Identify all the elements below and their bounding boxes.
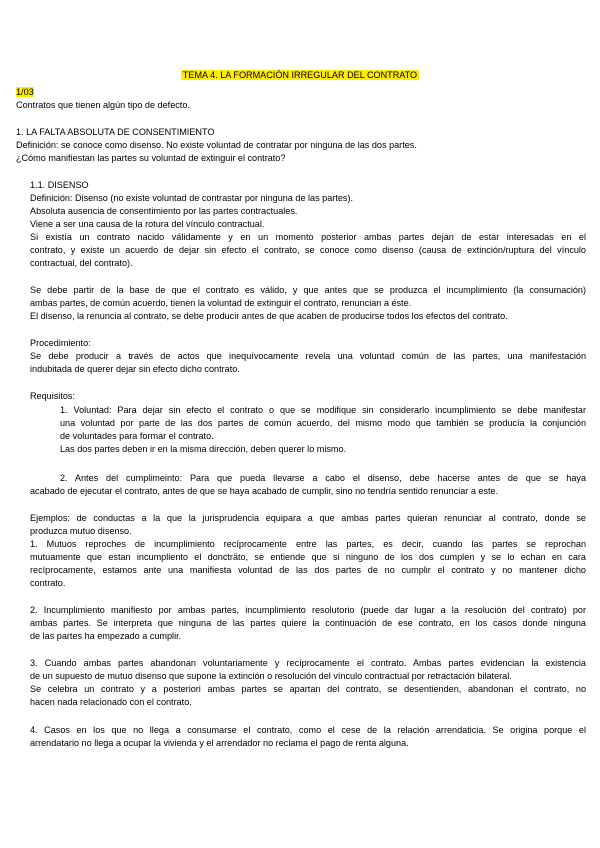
- section-1-1-heading: 1.1. DISENSO: [30, 180, 89, 190]
- requirement-1: 1. Voluntad: Para dejar sin efecto el contrato o que se modifique sin considerarlo incumplimiento se debe manifestar una voluntad por parte de las dos partes de común acuerdo, del mismo modo que también se producía la conjunción de voluntades para formar el contrato. Las dos partes deben ir en la misma dirección, deben querer lo mismo.: [60, 405, 586, 454]
- example-2: 2. Incumplimiento manifiesto por ambas partes, incumplimiento resolutorio (puede dar lugar a la resolución del contrato) por ambas partes. Se interpreta que ninguna de las partes quiere la continuación de ese contrato, en los casos donde ninguna de las partes ha empezado a cumplir.: [30, 605, 586, 641]
- section-1-definition: Definición: se conoce como disenso. No existe voluntad de contratar por ninguna de las dos partes.: [16, 140, 417, 150]
- requirement-2: 2. Antes del cumplimeinto: Para que pueda llevarse a cabo el disenso, debe hacerse antes de que se haya: [60, 473, 586, 483]
- section-1-heading: 1. LA FALTA ABSOLUTA DE CONSENTIMIENTO: [16, 127, 215, 137]
- examples-intro: Ejemplos: de conductas a la que la jurisprudencia equipara a que ambas partes quieran renunciar al contrato, donde se produzca mutuo disenso.: [30, 513, 586, 536]
- requirements-heading: Requisitos:: [30, 391, 75, 401]
- document-title: TEMA 4. LA FORMACIÓN IRREGULAR DEL CONTRATO: [182, 70, 418, 80]
- example-3: 3. Cuando ambas partes abandonan voluntariamente y recíprocamente el contrato. Ambas partes evidencian la existencia de un supuesto de mutuo disenso que supone la extinción o resolución del vínculo contractual por retractación bilateral. Se celebra un contrato y a posteriori ambas partes se apartan del contrato, se desentienden, abandonan el contrato, no hacen nada relacionado con el contrato.: [30, 658, 586, 707]
- section-1-1-line: Viene a ser una causa de la rotura del vínculo contractual.: [30, 219, 265, 229]
- requirement-2-cont: acabado de ejecutar el contrato, antes de que se haya acabado de cumplir, sino no tendría sentido renunciar a este.: [30, 486, 499, 496]
- section-1-1-line: Absoluta ausencia de consentimiento por las partes contractuales.: [30, 206, 298, 216]
- date-label: 1/03: [16, 87, 34, 97]
- section-1-1-definition: Definición: Disenso (no existe voluntad de contrastar por ninguna de las partes).: [30, 193, 354, 203]
- paragraph-disenso-2: Se debe partir de la base de que el contrato es válido, y que antes que se produzca el incumplimiento (la consumación) ambas partes, de común acuerdo, tienen la voluntad de extinguir el contrato, renuncian a éste. El disenso, la renuncia al contrato, se debe producir antes de que acaben de producirse todos los efectos del contrato.: [30, 285, 586, 321]
- example-4: 4. Casos en los que no llega a consumarse el contrato, como el cese de la relación arrendaticia. Se origina porque el arrendatario no llega a ocupar la vivienda y el arrendador no reclama el pago de renta alguna.: [30, 725, 586, 748]
- example-1: 1. Mutuos reproches de incumplimiento recíprocamente entre las partes, es decir, cuando las partes se reprochan mutuamente que estan incumpliento el doncträto, se entiende que si ninguno de los dos cumplen y se lo echan en cara recíprocamente, estamos ante una manifiesta voluntad de las dos partes de no cumplir el contrato y no mantener dicho contrato.: [30, 539, 586, 588]
- procedure-heading: Procedimiento:: [30, 338, 91, 348]
- intro-text: Contratos que tienen algún tipo de defecto.: [16, 100, 190, 110]
- paragraph-disenso-1: Si existía un contrato nacido válidamente y en un momento posterior ambas partes dejan de estar interesadas en el contrato, y existe un acuerdo de dejar sin efecto el contrato, se conoce como disenso (causa de extinción/ruptura del vínculo contractual, del contrato).: [30, 232, 586, 268]
- procedure-text: Se debe producir a través de actos que inequívocamente revela una voluntad común de las partes, una manifestación indubitada de querer dejar sin efecto dicho contrato.: [30, 351, 586, 374]
- section-1-question: ¿Cómo manifiestan las partes su voluntad de extinguir el contrato?: [16, 153, 286, 163]
